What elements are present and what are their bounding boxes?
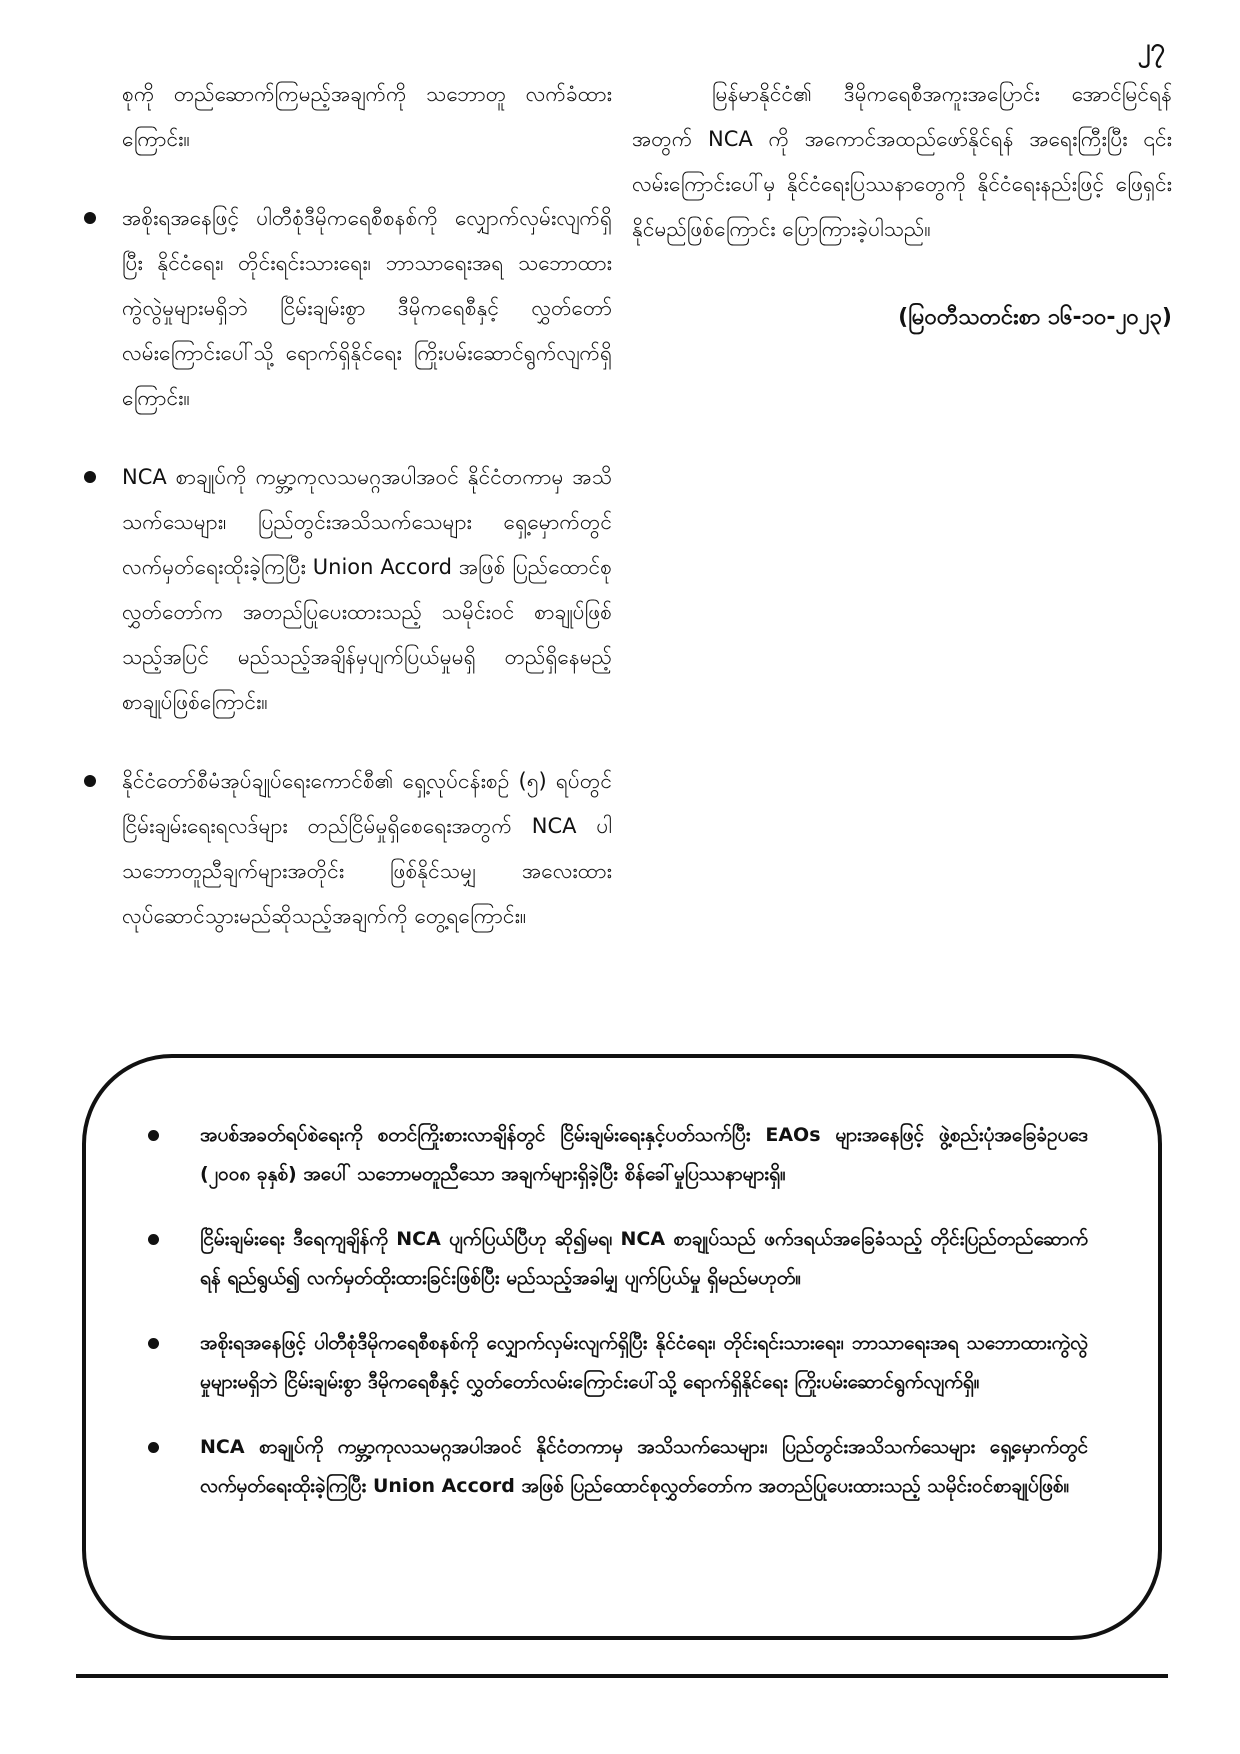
summary-item <box>128 1220 1088 1298</box>
summary-box <box>82 1054 1162 1640</box>
bullet-icon <box>148 1130 159 1141</box>
bullet-icon <box>148 1234 159 1245</box>
summary-item-text: ငြိမ်းချမ်းရေး ဒီရေကျချိန်ကို NCA ပျက်ပြယ်ပြီဟု ဆို၍မရ၊ NCA စာချုပ်သည် ဖက်ဒရယ်အခြေခံသည့် တိုင်းပြည်တည်ဆောက်ရန် ရည်ရွယ်၍ လက်မှတ်ထိုးထားခြင်းဖြစ်ပြီး မည်သည့်အခါမျှ ပျက်ပြယ်မှု ရှိမည်မဟုတ်။ <box>200 1228 1088 1289</box>
summary-item <box>128 1324 1088 1402</box>
continued-paragraph: စုကို တည်ဆောက်ကြမည့်အချက်ကို သဘောတူ လက်ခံထားကြောင်း။ <box>122 82 612 151</box>
bullet-icon <box>84 471 96 483</box>
source-citation: (မြဝတီသတင်းစာ ၁၆-၁၀-၂၀၂၃) <box>898 305 1172 330</box>
summary-item-text: အစိုးရအနေဖြင့် ပါတီစုံဒီမိုကရေစီစနစ်ကို လျှောက်လှမ်းလျက်ရှိပြီး နိုင်ငံရေး၊ တိုင်းရင်းသားရေး၊ ဘာသာရေးအရ သဘောထားကွဲလွဲမှုများမရှိဘဲ ငြိမ်းချမ်းစွာ ဒီမိုကရေစီနှင့် လွှတ်တော်လမ်းကြောင်းပေါ်သို့ ရောက်ရှိနိုင်ရေး ကြိုးပမ်းဆောင်ရွက်လျက်ရှိ။ <box>200 1332 1088 1393</box>
summary-item-text: အပစ်အခတ်ရပ်စဲရေးကို စတင်ကြိုးစားလာချိန်တွင် ငြိမ်းချမ်းရေးနှင့်ပတ်သက်ပြီး EAOs များအနေဖြင့် ဖွဲ့စည်းပုံအခြေခံဥပဒေ (၂၀၀၈ ခုနှစ်) အပေါ် သဘောမတူညီသော အချက်များရှိခဲ့ပြီး စိန်ခေါ်မှုပြဿနာများရှိ။ <box>200 1124 1088 1185</box>
footer-divider <box>76 1674 1168 1678</box>
bullet-icon <box>148 1338 159 1349</box>
summary-item <box>128 1116 1088 1194</box>
right-column <box>632 72 1172 335</box>
left-bullet-item <box>72 759 612 939</box>
page-number: ၂၇ <box>1137 33 1165 63</box>
bullet-icon <box>84 775 96 787</box>
left-column <box>72 72 612 939</box>
left-bullet-text: အစိုးရအနေဖြင့် ပါတီစုံဒီမိုကရေစီစနစ်ကို လျှောက်လှမ်းလျက်ရှိပြီး နိုင်ငံရေး၊ တိုင်းရင်းသားရေး၊ ဘာသာရေးအရ သဘောထားကွဲလွဲမှုများမရှိဘဲ ငြိမ်းချမ်းစွာ ဒီမိုကရေစီနှင့် လွှတ်တော်လမ်းကြောင်းပေါ်သို့ ရောက်ရှိနိုင်ရေး ကြိုးပမ်းဆောင်ရွက်လျက်ရှိကြောင်း။ <box>122 206 612 410</box>
bullet-icon <box>148 1442 159 1453</box>
left-bullet-text: နိုင်ငံတော်စီမံအုပ်ချုပ်ရေးကောင်စီ၏ ရှေ့လုပ်ငန်းစဉ် (၅) ရပ်တွင် ငြိမ်းချမ်းရေးရလဒ်များ တည်ငြိမ်မှုရှိစေရေးအတွက် NCA ပါ သဘောတူညီချက်များအတိုင်း ဖြစ်နိုင်သမျှ အလေးထား လုပ်ဆောင်သွားမည်ဆိုသည့်အချက်ကို တွေ့ရကြောင်း။ <box>122 769 612 928</box>
left-bullet-item <box>72 455 612 725</box>
summary-item-text: NCA စာချုပ်ကို ကမ္ဘာ့ကုလသမဂ္ဂအပါအဝင် နိုင်ငံတကာမှ အသိသက်သေများ၊ ပြည်တွင်းအသိသက်သေများ ရှေ့မှောက်တွင် လက်မှတ်ရေးထိုးခဲ့ကြပြီး Union Accord အဖြစ် ပြည်ထောင်စုလွှတ်တော်က အတည်ပြုပေးထားသည့် သမိုင်းဝင်စာချုပ်ဖြစ်။ <box>200 1436 1088 1497</box>
summary-item <box>128 1428 1088 1506</box>
bullet-icon <box>84 212 96 224</box>
left-bullet-item <box>72 196 612 421</box>
left-bullet-text: NCA စာချုပ်ကို ကမ္ဘာ့ကုလသမဂ္ဂအပါအဝင် နိုင်ငံတကာမှ အသိသက်သေများ၊ ပြည်တွင်းအသိသက်သေများ ရှေ့မှောက်တွင် လက်မှတ်ရေးထိုးခဲ့ကြပြီး Union Accord အဖြစ် ပြည်ထောင်စုလွှတ်တော်က အတည်ပြုပေးထားသည့် သမိုင်းဝင် စာချုပ်ဖြစ်သည့်အပြင် မည်သည့်အချိန်မှပျက်ပြယ်မှုမရှိ တည်ရှိနေမည့် စာချုပ်ဖြစ်ကြောင်း။ <box>122 465 612 714</box>
right-paragraph: မြန်မာနိုင်ငံ၏ ဒီမိုကရေစီအကူးအပြောင်း အောင်မြင်ရန်အတွက် NCA ကို အကောင်အထည်ဖော်နိုင်ရန် အရေးကြီးပြီး ၎င်းလမ်းကြောင်းပေါ်မှ နိုင်ငံရေးပြဿနာတွေကို နိုင်ငံရေးနည်းဖြင့် ဖြေရှင်းနိုင်မည်ဖြစ်ကြောင်း ပြောကြားခဲ့ပါသည်။ <box>632 82 1172 241</box>
